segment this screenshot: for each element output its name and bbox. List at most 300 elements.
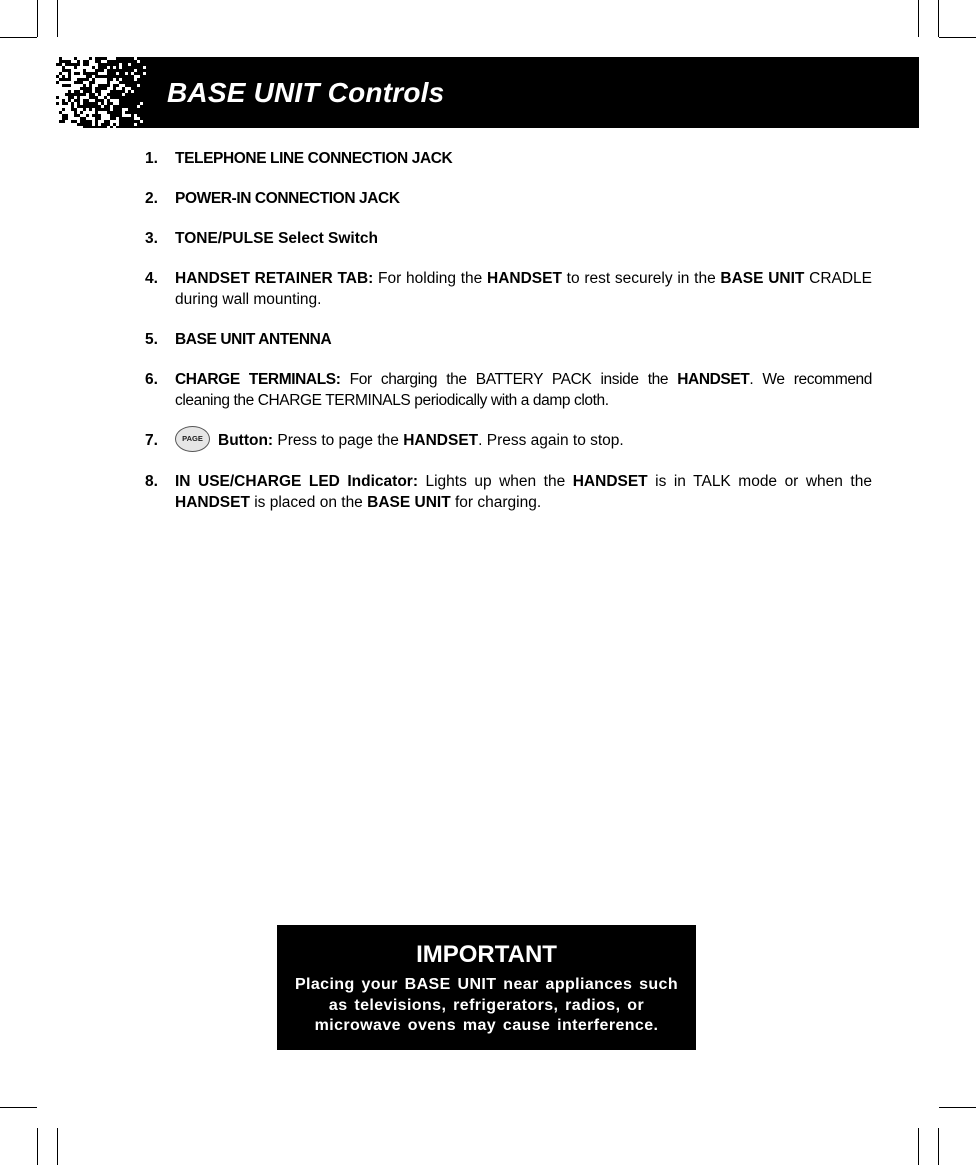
list-item-8 [145,471,872,513]
texture-cell [131,108,134,111]
texture-cell [131,111,134,114]
texture-cell [83,108,86,111]
texture-cell [74,111,77,114]
texture-cell [107,120,110,123]
texture-cell [137,93,140,96]
texture-cell [77,105,80,108]
texture-cell [134,102,137,105]
texture-cell [125,96,128,99]
texture-cell [98,99,101,102]
halftone-texture-graphic [56,57,146,128]
texture-cell [131,57,134,60]
texture-cell [125,66,128,69]
item-number: 7. [145,432,158,449]
texture-cell [119,105,122,108]
texture-cell [89,81,92,84]
texture-cell [80,105,83,108]
texture-cell [122,123,125,126]
texture-cell [107,84,110,87]
texture-cell [104,108,107,111]
texture-cell [104,57,107,60]
texture-cell [80,120,83,123]
texture-cell [89,57,92,60]
texture-cell [95,96,98,99]
texture-cell [95,123,98,126]
texture-cell [119,57,122,60]
texture-cell [110,72,113,75]
texture-cell [125,57,128,60]
texture-cell [101,87,104,90]
texture-cell [98,63,101,66]
texture-cell [119,69,122,72]
texture-cell [140,93,143,96]
texture-cell [80,123,83,126]
texture-cell [92,66,95,69]
texture-cell [59,120,62,123]
texture-cell [89,123,92,126]
crop-mark-top-right-h [939,37,976,38]
texture-cell [131,87,134,90]
texture-cell [140,90,143,93]
texture-cell [125,81,128,84]
texture-cell [125,123,128,126]
item-text: BASE UNIT ANTENNA [175,331,332,348]
texture-cell [125,126,128,128]
texture-cell [107,63,110,66]
texture-cell [83,93,86,96]
texture-cell [101,102,104,105]
texture-cell [65,60,68,63]
texture-cell [128,78,131,81]
texture-cell [113,72,116,75]
texture-cell [122,126,125,128]
texture-cell [107,111,110,114]
texture-cell [89,102,92,105]
texture-cell [143,111,146,114]
texture-cell [134,93,137,96]
texture-cell [68,75,71,78]
texture-cell [140,69,143,72]
texture-cell [83,78,86,81]
texture-cell [131,123,134,126]
texture-cell [92,102,95,105]
texture-cell [140,108,143,111]
list-item-5 [145,329,872,350]
texture-cell [86,63,89,66]
texture-cell [65,69,68,72]
texture-cell [128,117,131,120]
texture-cell [89,87,92,90]
texture-cell [95,120,98,123]
texture-cell [86,102,89,105]
texture-cell [119,123,122,126]
texture-cell [137,72,140,75]
texture-cell [98,87,101,90]
texture-cell [95,126,98,128]
texture-cell [104,120,107,123]
texture-cell [113,111,116,114]
texture-cell [107,75,110,78]
texture-cell [95,72,98,75]
texture-cell [125,102,128,105]
texture-cell [131,69,134,72]
texture-cell [119,126,122,128]
texture-cell [80,111,83,114]
texture-cell [62,66,65,69]
crop-mark-bottom-left-v1 [37,1128,38,1165]
texture-cell [74,120,77,123]
texture-cell [125,60,128,63]
texture-cell [119,111,122,114]
texture-cell [77,99,80,102]
texture-cell [92,72,95,75]
texture-cell [116,78,119,81]
texture-cell [62,60,65,63]
texture-cell [140,63,143,66]
texture-cell [113,90,116,93]
texture-cell [68,93,71,96]
notice-line: microwave ovens may cause interference. [314,1017,659,1034]
texture-cell [71,120,74,123]
item-number: 1. [145,150,158,167]
texture-cell [134,105,137,108]
texture-cell [128,111,131,114]
texture-cell [137,66,140,69]
texture-cell [116,63,119,66]
texture-cell [140,99,143,102]
texture-cell [68,84,71,87]
texture-cell [86,123,89,126]
texture-cell [56,75,59,78]
texture-cell [68,99,71,102]
texture-cell [107,108,110,111]
page-title: BASE UNIT Controls [167,77,445,108]
texture-cell [83,63,86,66]
texture-cell [128,96,131,99]
texture-cell [143,57,146,60]
texture-cell [122,96,125,99]
texture-cell [110,96,113,99]
texture-cell [131,126,134,128]
texture-cell [137,114,140,117]
texture-cell [137,123,140,126]
list-item-6 [145,369,872,411]
texture-cell [134,90,137,93]
crop-mark-top-left-v2 [57,0,58,37]
texture-cell [104,123,107,126]
texture-cell [86,75,89,78]
texture-cell [95,60,98,63]
texture-cell [83,126,86,128]
texture-cell [122,78,125,81]
texture-cell [83,90,86,93]
texture-cell [125,78,128,81]
texture-cell [116,84,119,87]
texture-cell [137,69,140,72]
texture-cell [98,84,101,87]
texture-cell [122,120,125,123]
texture-cell [65,102,68,105]
texture-cell [74,81,77,84]
texture-cell [107,93,110,96]
texture-cell [125,93,128,96]
texture-cell [77,60,80,63]
texture-cell [131,81,134,84]
texture-cell [98,105,101,108]
item-text: POWER-IN CONNECTION JACK [175,190,400,207]
texture-cell [68,90,71,93]
texture-cell [131,102,134,105]
texture-cell [110,75,113,78]
texture-cell [59,57,62,60]
texture-cell [143,84,146,87]
item-text: CHARGE TERMINALS: For charging the BATTERY PACK inside the HANDSET. We recommend cleaning the CHARGE TERMINALS periodically with a damp cloth. [175,371,872,409]
crop-mark-bottom-right-h [939,1107,976,1108]
item-text: TONE/PULSE Select Switch [175,230,378,247]
texture-cell [101,66,104,69]
texture-cell [77,123,80,126]
texture-cell [62,75,65,78]
texture-cell [89,126,92,128]
texture-cell [104,75,107,78]
texture-cell [95,87,98,90]
texture-cell [113,63,116,66]
texture-cell [113,69,116,72]
texture-cell [95,57,98,60]
texture-cell [143,99,146,102]
texture-cell [98,69,101,72]
texture-cell [59,72,62,75]
texture-cell [86,114,89,117]
texture-cell [68,63,71,66]
texture-cell [101,63,104,66]
texture-cell [74,72,77,75]
texture-cell [134,81,137,84]
texture-cell [104,96,107,99]
texture-cell [107,81,110,84]
texture-cell [113,60,116,63]
texture-cell [86,87,89,90]
list-item-3 [145,228,872,249]
texture-cell [95,90,98,93]
texture-cell [128,93,131,96]
item-text: TELEPHONE LINE CONNECTION JACK [175,150,453,167]
texture-cell [119,117,122,120]
texture-cell [110,126,113,128]
crop-mark-bottom-right-v2 [938,1128,939,1165]
texture-cell [125,75,128,78]
list-item-2 [145,188,872,209]
texture-cell [122,66,125,69]
texture-cell [131,75,134,78]
texture-cell [131,96,134,99]
texture-cell [140,114,143,117]
texture-cell [143,75,146,78]
texture-cell [143,102,146,105]
texture-cell [110,60,113,63]
texture-cell [119,96,122,99]
item-number: 4. [145,270,158,287]
texture-cell [89,96,92,99]
texture-cell [143,105,146,108]
texture-cell [83,123,86,126]
texture-cell [83,84,86,87]
texture-cell [92,105,95,108]
texture-cell [59,60,62,63]
texture-cell [131,99,134,102]
texture-cell [98,126,101,128]
controls-list [145,148,872,532]
texture-cell [143,87,146,90]
texture-cell [77,81,80,84]
texture-cell [110,114,113,117]
texture-cell [119,72,122,75]
texture-cell [140,126,143,128]
texture-cell [134,63,137,66]
texture-cell [143,60,146,63]
texture-cell [113,108,116,111]
texture-cell [110,102,113,105]
texture-cell [122,99,125,102]
texture-cell [92,96,95,99]
texture-cell [77,78,80,81]
texture-cell [122,102,125,105]
texture-cell [95,114,98,117]
texture-cell [65,63,68,66]
texture-cell [104,126,107,128]
texture-cell [137,96,140,99]
texture-cell [107,60,110,63]
texture-cell [86,105,89,108]
texture-cell [122,87,125,90]
texture-cell [89,120,92,123]
texture-cell [131,120,134,123]
texture-cell [62,114,65,117]
texture-cell [77,72,80,75]
texture-cell [125,117,128,120]
texture-cell [98,108,101,111]
texture-cell [116,96,119,99]
texture-cell [128,105,131,108]
texture-cell [116,114,119,117]
texture-cell [143,126,146,128]
texture-cell [125,120,128,123]
texture-cell [125,63,128,66]
texture-cell [71,108,74,111]
texture-cell [137,126,140,128]
texture-cell [101,57,104,60]
texture-cell [116,108,119,111]
texture-cell [122,117,125,120]
texture-cell [74,57,77,60]
important-notice-box [277,925,696,1050]
texture-cell [98,93,101,96]
texture-cell [125,111,128,114]
texture-cell [86,90,89,93]
texture-cell [80,78,83,81]
item-text: HANDSET RETAINER TAB: For holding the HANDSET to rest securely in the BASE UNIT CRADLE during wall mounting. [175,270,872,308]
texture-cell [143,96,146,99]
texture-cell [140,87,143,90]
texture-cell [113,87,116,90]
texture-cell [140,123,143,126]
texture-cell [77,93,80,96]
texture-cell [134,126,137,128]
texture-cell [116,105,119,108]
texture-cell [137,90,140,93]
texture-cell [137,99,140,102]
texture-cell [119,108,122,111]
texture-cell [128,75,131,78]
texture-cell [65,78,68,81]
texture-cell [95,102,98,105]
notice-title: IMPORTANT [416,941,557,968]
texture-cell [107,78,110,81]
texture-cell [74,99,77,102]
texture-cell [65,84,68,87]
texture-cell [89,90,92,93]
texture-cell [131,63,134,66]
texture-cell [131,84,134,87]
texture-cell [77,90,80,93]
texture-cell [68,72,71,75]
texture-cell [89,75,92,78]
texture-cell [92,126,95,128]
texture-cell [134,87,137,90]
texture-cell [86,72,89,75]
texture-cell [140,72,143,75]
texture-cell [119,93,122,96]
texture-cell [68,60,71,63]
texture-cell [140,96,143,99]
texture-cell [98,75,101,78]
texture-cell [134,72,137,75]
texture-cell [122,69,125,72]
texture-cell [119,102,122,105]
texture-cell [107,102,110,105]
texture-cell [113,123,116,126]
crop-mark-top-left-v1 [37,0,38,37]
texture-cell [95,105,98,108]
texture-cell [89,108,92,111]
texture-cell [83,72,86,75]
texture-cell [80,117,83,120]
texture-cell [80,93,83,96]
texture-cell [83,105,86,108]
texture-cell [95,99,98,102]
texture-cell [137,63,140,66]
texture-cell [68,69,71,72]
texture-cell [104,66,107,69]
texture-cell [62,117,65,120]
texture-cell [137,57,140,60]
texture-cell [143,63,146,66]
item-number: 3. [145,230,158,247]
texture-cell [92,93,95,96]
texture-cell [77,63,80,66]
texture-cell [134,66,137,69]
texture-cell [116,60,119,63]
texture-cell [128,108,131,111]
texture-cell [62,99,65,102]
texture-cell [137,111,140,114]
texture-cell [104,84,107,87]
texture-cell [113,114,116,117]
texture-cell [92,114,95,117]
item-number: 8. [145,473,158,490]
texture-cell [83,99,86,102]
texture-cell [140,60,143,63]
